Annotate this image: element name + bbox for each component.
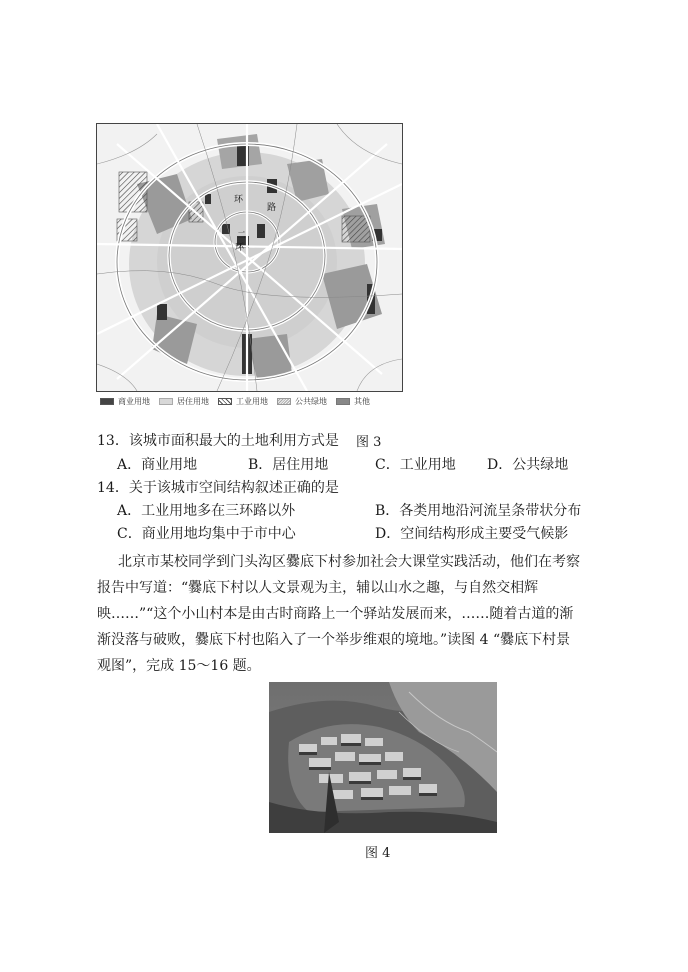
figure-3-caption: 图 3	[356, 435, 382, 450]
village-photo-graphic	[269, 682, 497, 833]
map-legend	[100, 395, 379, 407]
question-14-stem: 14．关于该城市空间结构叙述正确的是	[97, 480, 339, 496]
legend-item-green: 公共绿地	[277, 396, 327, 407]
passage-line-4: 渐没落与破败，爨底下村也陷入了一个举步维艰的境地。”读图 4 “爨底下村景	[97, 632, 571, 648]
figure-4-caption: 图 4	[365, 846, 391, 861]
q14-option-d: D．空间结构形成主要受气候影	[375, 526, 569, 542]
map-label-road: 路	[267, 203, 277, 213]
passage-line-5: 观图”，完成 15～16 题。	[97, 658, 261, 674]
legend-item-commercial: 商业用地	[100, 396, 150, 407]
question-13-stem: 13．该城市面积最大的土地利用方式是	[97, 433, 339, 449]
q14-option-a: A．工业用地多在三环路以外	[117, 503, 296, 519]
village-photo	[269, 682, 497, 833]
map-label-ring: 环	[234, 195, 244, 205]
q14-option-b: B．各类用地沿河流呈条带状分布	[375, 503, 582, 519]
q13-option-b: B．居住用地	[248, 457, 329, 473]
legend-item-residential: 居住用地	[159, 396, 209, 407]
map-label-ring2: 二	[237, 231, 247, 241]
land-use-map	[96, 123, 403, 392]
passage-line-3: 映……”“这个小山村本是由古时商路上一个驿站发展而来，……随着古道的渐	[97, 606, 574, 622]
q13-option-c: C．工业用地	[375, 457, 456, 473]
passage-line-2: 报告中写道：“爨底下村以人文景观为主，辅以山水之趣，与自然交相辉	[97, 580, 539, 596]
land-use-map-graphic	[97, 124, 402, 391]
q13-option-a: A．商业用地	[117, 457, 198, 473]
legend-item-industrial: 工业用地	[218, 396, 268, 407]
map-label-ring3: 环	[235, 243, 245, 253]
q13-option-d: D．公共绿地	[487, 457, 569, 473]
legend-item-other: 其他	[336, 396, 370, 407]
q14-option-c: C．商业用地均集中于市中心	[117, 526, 296, 542]
passage-line-1: 北京市某校同学到门头沟区爨底下村参加社会大课堂实践活动，他们在考察	[118, 554, 580, 570]
